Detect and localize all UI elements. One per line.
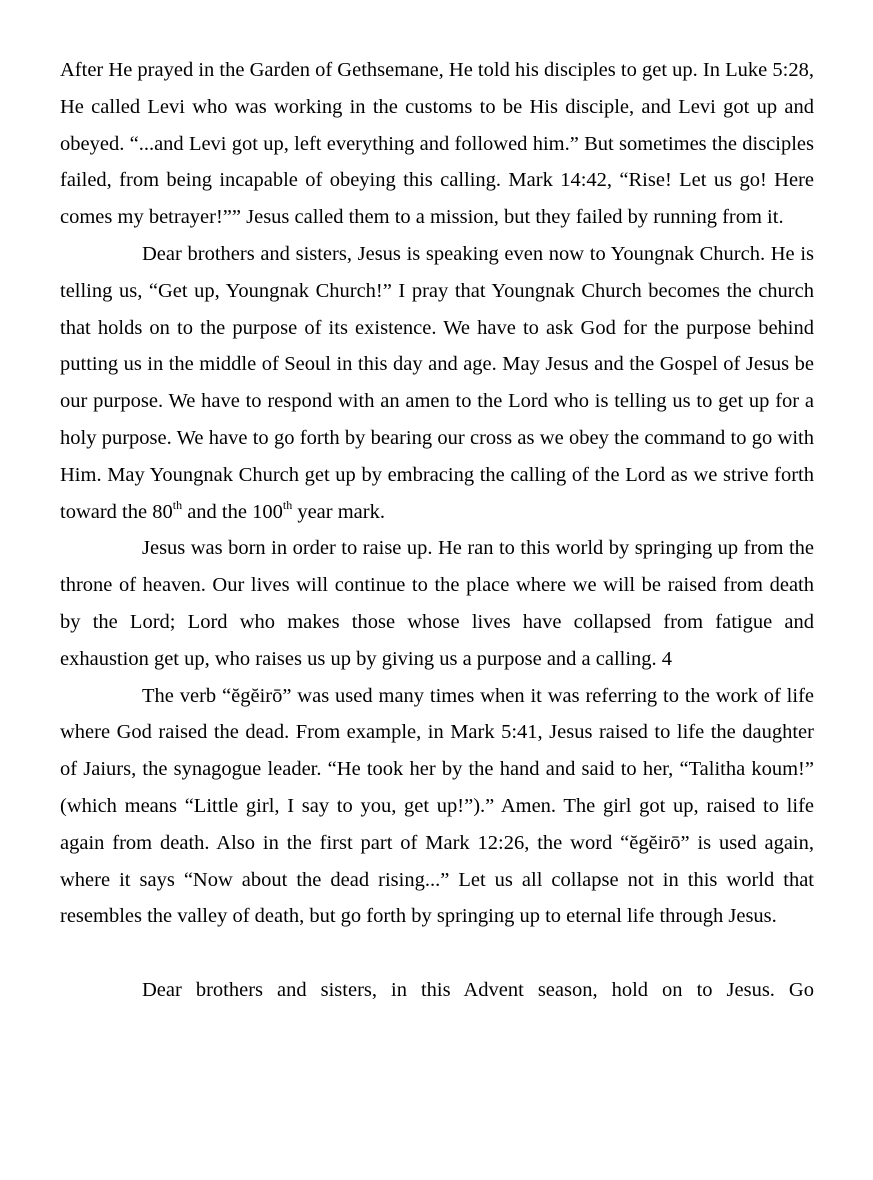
paragraph-youngnak-text-mid: and the [182, 500, 253, 523]
ordinal-80-suffix: th [172, 497, 183, 512]
ordinal-100-number: 100 [252, 500, 283, 523]
paragraph-born-to-raise: Jesus was born in order to raise up. He ran to this world by springing up from the throne of heaven. Our lives will continue to the place where we will be raised from death by the Lord; Lord who makes those whose lives have collapsed from fatigue and exhaustion get up, who raises us up by giving us a purpose and a calling. 4 [60, 537, 814, 670]
ordinal-80-number: 80 [152, 500, 173, 523]
document-page [60, 52, 814, 1009]
paragraph-advent: Dear brothers and sisters, in this Advent season, hold on to Jesus. Go [142, 978, 814, 1001]
paragraph-gethsemane: After He prayed in the Garden of Gethsemane, He told his disciples to get up. In Luke 5:28, He called Levi who was working in the customs to be His disciple, and Levi got up and obeyed. “...and Levi got up, left everything and followed him.” But sometimes the disciples failed, from being incapable of obeying this calling. Mark 14:42, “Rise! Let us go! Here comes my betrayer!”” Jesus called them to a mission, but they failed by running from it. [60, 59, 814, 229]
ordinal-100-suffix: th [282, 497, 293, 512]
paragraph-spacer [60, 935, 814, 972]
paragraph-egeiro: The verb “ĕgĕirō” was used many times when it was referring to the work of life where God raised the dead. From example, in Mark 5:41, Jesus raised to life the daughter of Jaiurs, the synagogue leader. “He took her by the hand and said to her, “Talitha koum!” (which means “Little girl, I say to you, get up!”).” Amen. The girl got up, raised to life again from death. Also in the first part of Mark 12:26, the word “ĕgĕirō” is used again, where it says “Now about the dead rising...” Let us all collapse not in this world that resembles the valley of death, but go forth by springing up to eternal life through Jesus. [60, 684, 814, 928]
paragraph-youngnak-text: Dear brothers and sisters, Jesus is speaking even now to Youngnak Church. He is telling us, “Get up, Youngnak Church!” I pray that Youngnak Church becomes the church that holds on to the purpose of its existence. We have to ask God for the purpose behind putting us in the middle of Seoul in this day and age. May Jesus and the Gospel of Jesus be our purpose. We have to respond with an amen to the Lord who is telling us to get up for a holy purpose. We have to go forth by bearing our cross as we obey the command to go with Him. May Youngnak Church get up by embracing the calling of the Lord as we strive forth toward the [60, 242, 814, 523]
paragraph-youngnak-church [60, 236, 814, 530]
paragraph-youngnak-text-end: year mark. [292, 500, 385, 523]
